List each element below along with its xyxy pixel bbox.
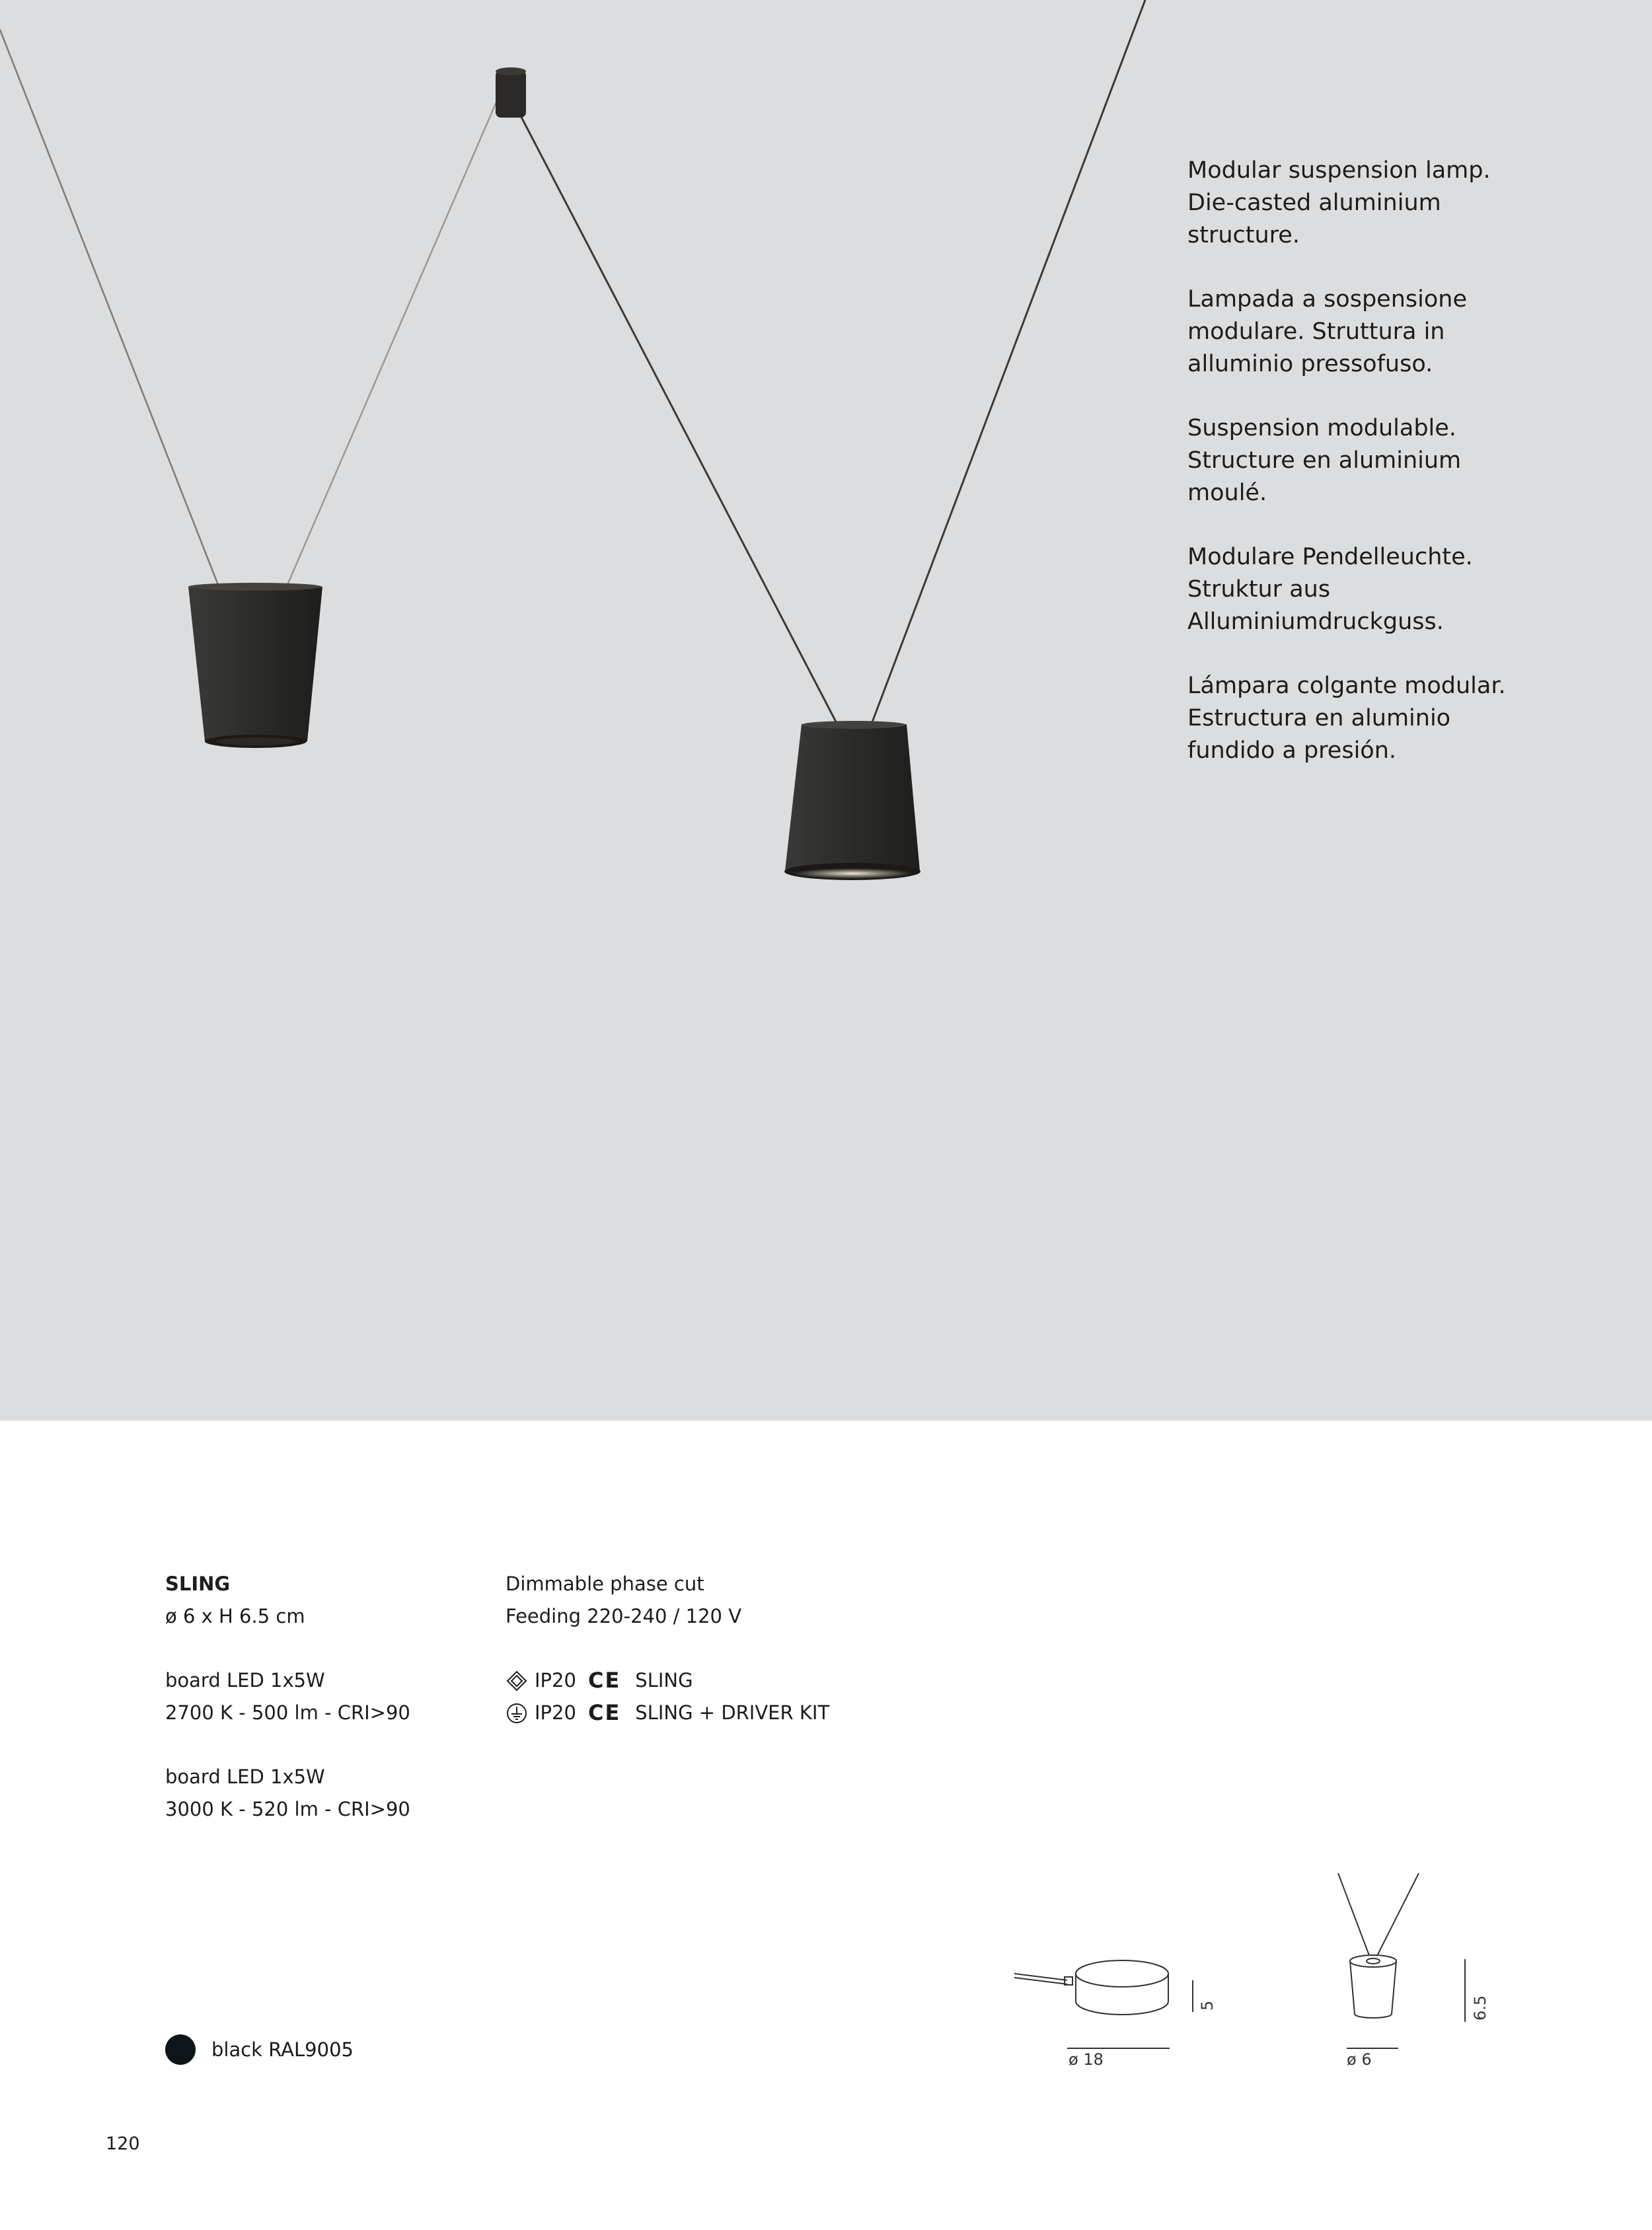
ce-mark: CE: [587, 1700, 621, 1725]
canopy-height-label: 5: [1198, 2000, 1217, 2011]
dimming-info: Dimmable phase cut: [506, 1573, 704, 1595]
finish-option: [165, 2034, 354, 2065]
description-en: Modular suspension lamp. Die-casted aluminium structure.: [1187, 157, 1491, 248]
certification-row-sling: [506, 1664, 829, 1697]
led-source-1: board LED 1x5W: [165, 1669, 325, 1691]
product-description: [1187, 155, 1558, 799]
certification-label: SLING: [635, 1669, 693, 1691]
left-pendant-shade: [188, 583, 322, 748]
ce-mark: CE: [587, 1668, 621, 1693]
ceiling-canopy: [496, 67, 526, 118]
description-fr: Suspension modulable. Structure en aluminium moulé.: [1187, 415, 1462, 506]
canopy-diameter-label: ø 18: [1069, 2050, 1104, 2069]
ip-rating: IP20: [535, 1669, 576, 1691]
page-number: 120: [106, 2134, 140, 2154]
lamp-height-label: 6.5: [1471, 1995, 1489, 2021]
canopy-technical-drawing: [1014, 1946, 1213, 2038]
lamp-technical-drawing: [1332, 1870, 1424, 2022]
earth-ground-icon: [506, 1702, 528, 1725]
certification-row-driver-kit: [506, 1697, 829, 1729]
canopy-diameter-line: [1067, 2047, 1173, 2050]
right-pendant-shade: [784, 721, 920, 880]
description-it: Lampada a sospensione modulare. Struttura in alluminio pressofuso.: [1187, 286, 1467, 377]
led-source-2: board LED 1x5W: [165, 1765, 325, 1788]
lamp-height-line: [1464, 1959, 1466, 2022]
led-detail-2: 3000 K - 520 lm - CRI>90: [165, 1798, 410, 1820]
ip-rating: IP20: [535, 1701, 576, 1724]
lamp-diameter-line: [1347, 2047, 1400, 2050]
suspension-cables: [0, 0, 1145, 725]
spec-column-left: [165, 1568, 410, 1826]
lamp-diameter-label: ø 6: [1347, 2050, 1372, 2069]
certification-label: SLING + DRIVER KIT: [635, 1701, 830, 1724]
led-detail-1: 2700 K - 500 lm - CRI>90: [165, 1701, 410, 1724]
class-ii-diamond-icon: [506, 1670, 528, 1692]
spec-column-right: [506, 1568, 829, 1729]
description-es: Lámpara colgante modular. Estructura en aluminio fundido a presión.: [1187, 673, 1506, 764]
feeding-info: Feeding 220-240 / 120 V: [506, 1605, 742, 1627]
product-name: SLING: [165, 1573, 231, 1595]
description-de: Modulare Pendelleuchte. Struktur aus Alluminiumdruckguss.: [1187, 544, 1473, 635]
product-size: ø 6 x H 6.5 cm: [165, 1605, 305, 1627]
color-swatch: [165, 2034, 196, 2065]
finish-label: black RAL9005: [211, 2038, 354, 2061]
